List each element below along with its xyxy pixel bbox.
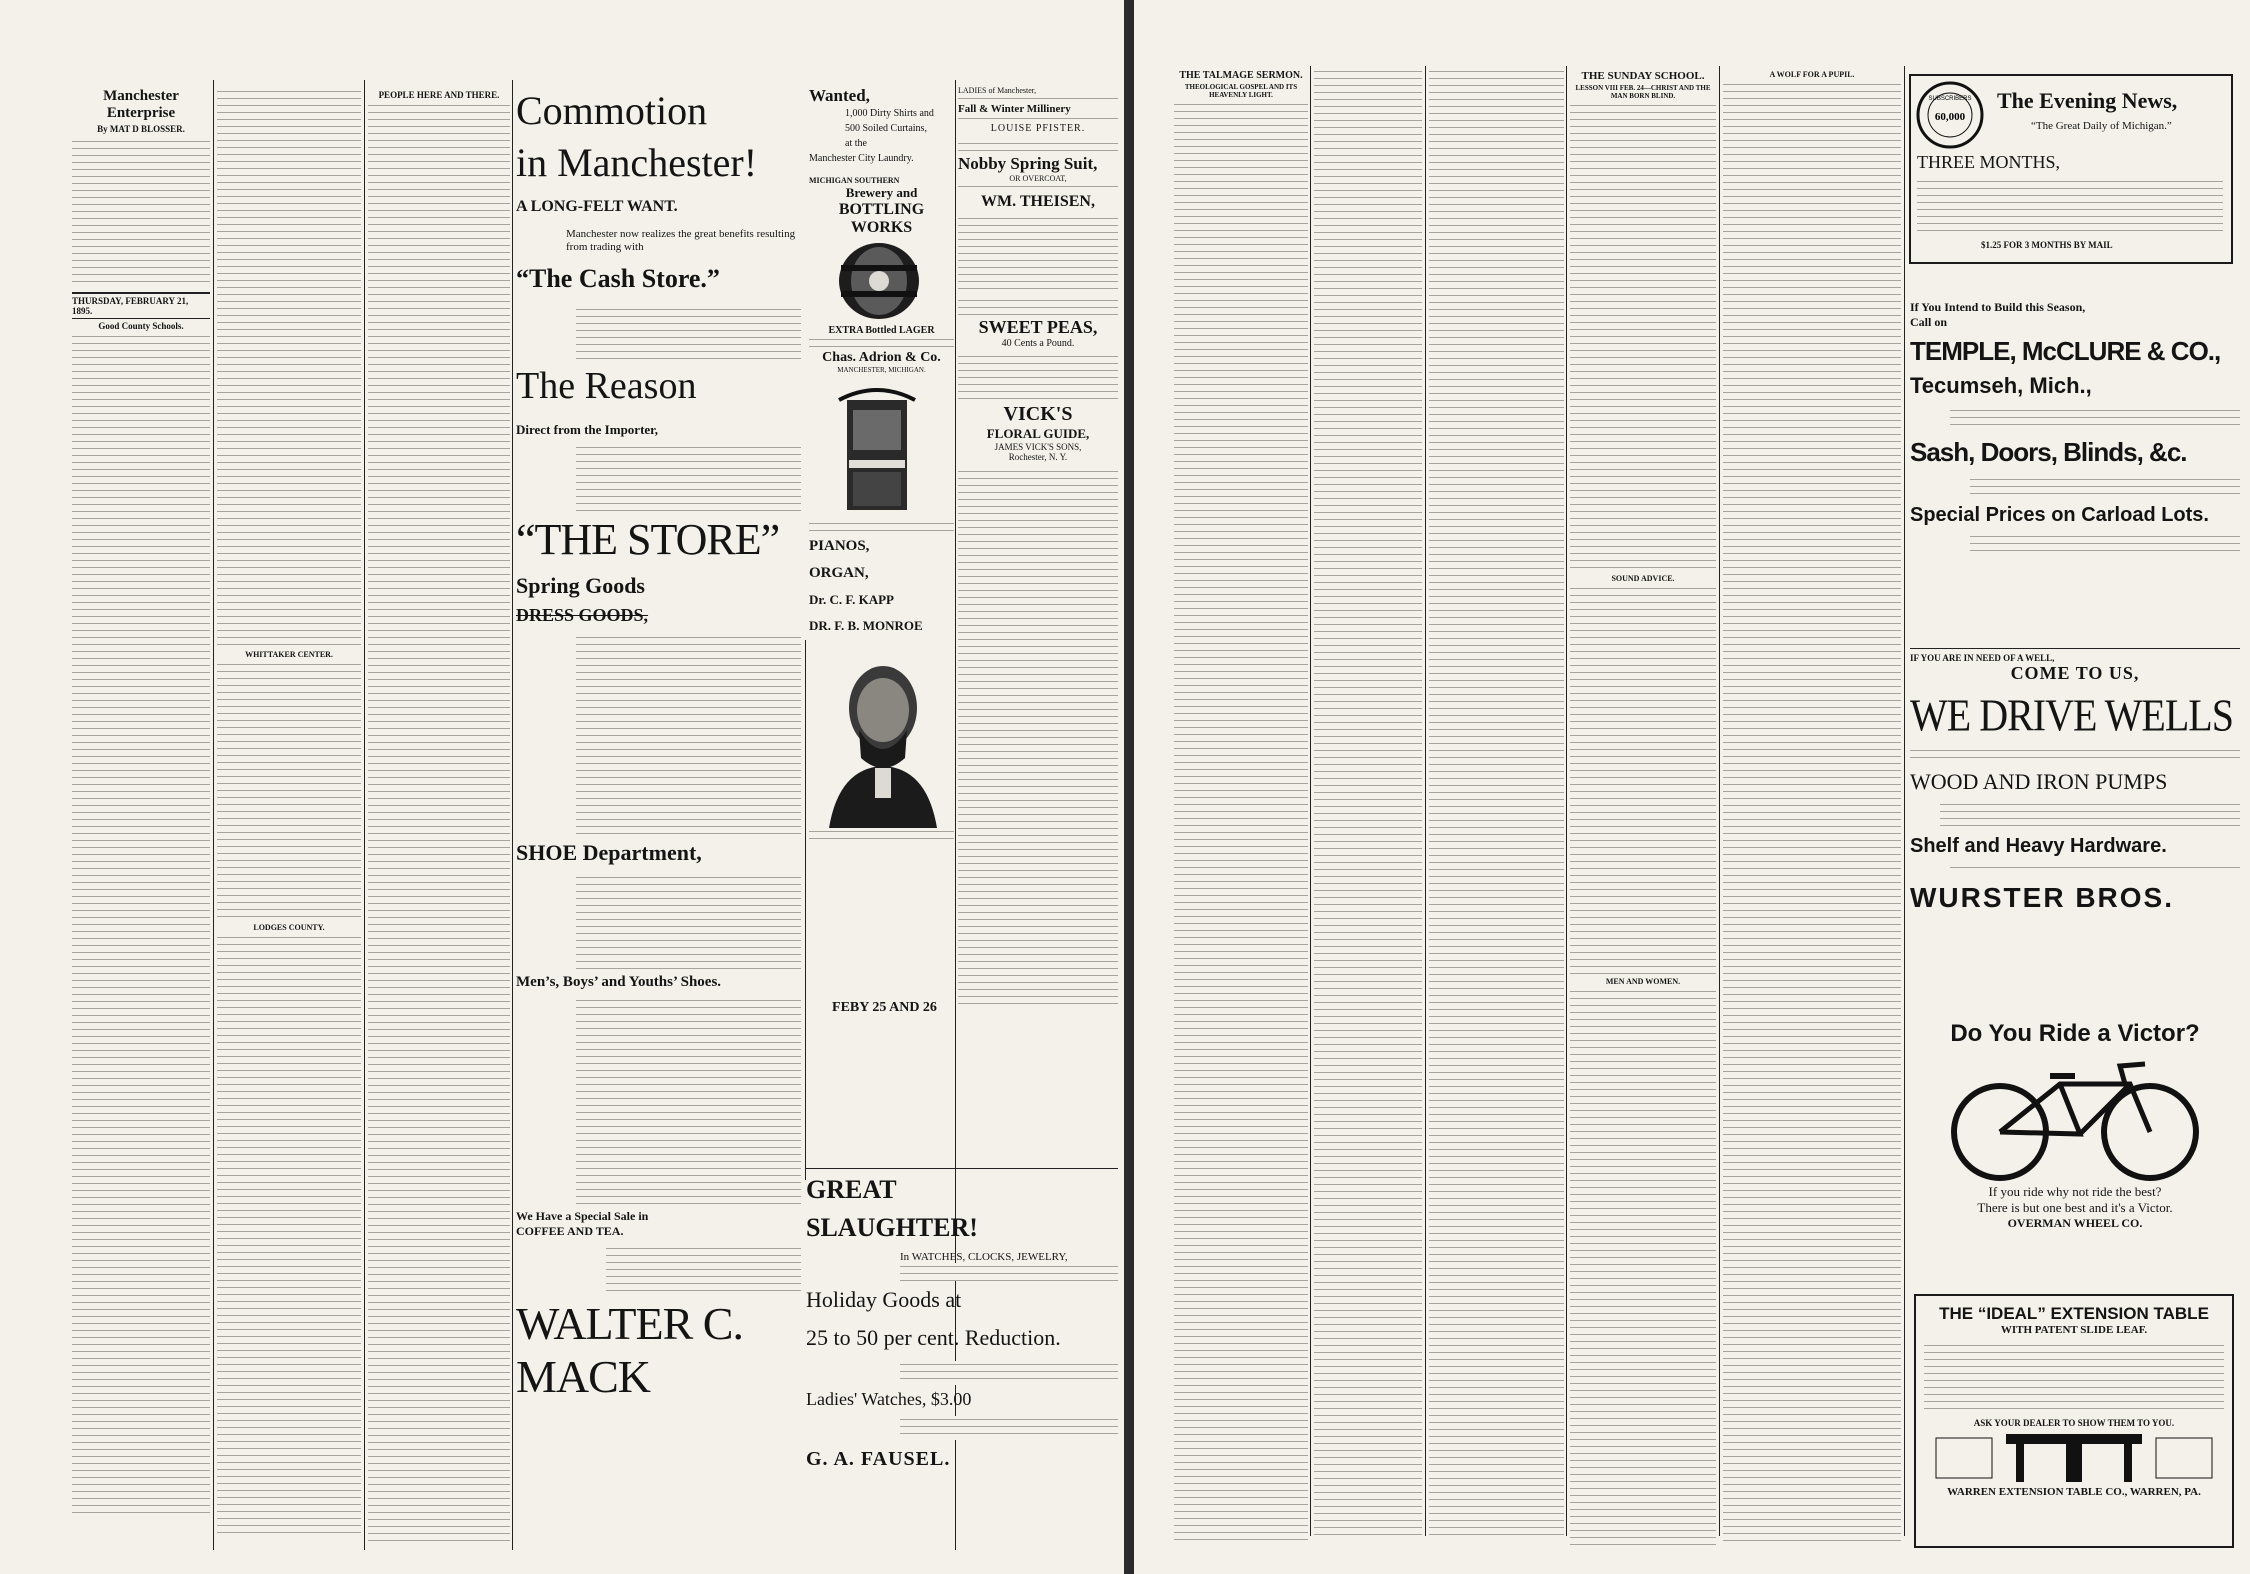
wurster-wells-ad [1910, 648, 2240, 914]
ad-reason: The Reason [516, 365, 697, 407]
article-body [217, 88, 361, 648]
article-body [1570, 988, 1716, 1548]
article-body [1429, 68, 1564, 1538]
seal-count: 60,000 [1934, 111, 1966, 123]
article-body [217, 934, 361, 1534]
fausel-holiday: Holiday Goods at [806, 1287, 962, 1312]
ad-shoe-dept: SHOE Department, [516, 840, 702, 865]
vick-city: Rochester, N. Y. [1008, 452, 1068, 462]
monroe-label: DR. F. B. MONROE [809, 618, 923, 633]
suit-sub: OR OVERCOAT, [1009, 174, 1067, 183]
fausel-great: GREAT [806, 1175, 897, 1204]
ad-text [576, 444, 801, 514]
ad-text [958, 215, 1118, 291]
ad-dress-goods: DRESS GOODS, [516, 605, 649, 625]
article-subheading: THEOLOGICAL GOSPEL AND ITS HEAVENLY LIGHT. [1184, 83, 1298, 99]
column-rule [213, 80, 214, 1550]
victor-maker: OVERMAN WHEEL CO. [2007, 1216, 2143, 1230]
ad-price-list [576, 634, 801, 834]
article-body [217, 661, 361, 921]
column-3 [368, 88, 510, 1548]
ad-text [900, 1263, 1118, 1281]
temple-special: Special Prices on Carload Lots. [1910, 504, 2209, 526]
ad-spring-goods: Spring Goods [516, 573, 645, 598]
beer-keg-illustration [809, 237, 949, 325]
vick-guide: FLORAL GUIDE, [986, 426, 1090, 441]
ad-text [1950, 407, 2240, 427]
column-rule [805, 640, 806, 1180]
ad-text [1924, 1342, 2224, 1412]
column-2 [1314, 68, 1422, 1548]
page-gutter [1124, 0, 1134, 1574]
wanted-line: at the [845, 138, 867, 149]
ad-text [1917, 178, 2223, 236]
dateline: THURSDAY, FEBRUARY 21, 1895. [72, 292, 210, 319]
table-patent: WITH PATENT SLIDE LEAF. [2000, 1324, 2148, 1336]
article-body [72, 333, 210, 1513]
evening-news-months: THREE MONTHS, [1917, 152, 2060, 172]
ad-text [809, 520, 954, 534]
victor-one: There is but one best and it's a Victor. [1977, 1200, 2173, 1215]
table-title: THE “IDEAL” EXTENSION TABLE [1939, 1304, 2209, 1323]
table-illustration [1916, 1428, 2232, 1484]
evening-news-ad [1909, 74, 2233, 264]
masthead-title: Manchester Enterprise [103, 88, 179, 121]
wells-pre: IF YOU ARE IN NEED OF A WELL, [1910, 653, 2055, 663]
article-heading: A WOLF FOR A PUPIL. [1769, 70, 1855, 79]
ad-text [576, 306, 801, 362]
ad-text [958, 140, 1118, 154]
evening-news-price: $1.25 FOR 3 MONTHS BY MAIL [1981, 240, 2113, 250]
article-body [1570, 102, 1716, 572]
ad-the-store: “THE STORE” [516, 515, 780, 564]
sweet-peas-price: 40 Cents a Pound. [1001, 338, 1075, 349]
fausel-watches: In WATCHES, CLOCKS, JEWELRY, [900, 1251, 1068, 1263]
wells-shelf: Shelf and Heavy Hardware. [1910, 835, 2167, 857]
evening-news-title: The Evening News, [1997, 88, 2178, 113]
column-1 [72, 88, 210, 1548]
ad-text [606, 1245, 801, 1293]
ad-headline: in Manchester! [516, 140, 758, 185]
sweet-peas-title: SWEET PEAS, [978, 317, 1098, 337]
wanted-line: 500 Soiled Curtains, [845, 123, 927, 134]
extension-table-ad [1914, 1294, 2234, 1548]
column-rule [1566, 66, 1567, 1536]
ad-text [1910, 747, 2240, 761]
ad-text [1940, 801, 2240, 827]
article-heading: THE SUNDAY SCHOOL. [1581, 70, 1705, 82]
ad-text [958, 183, 1118, 193]
ad-special: We Have a Special Sale in [516, 1209, 649, 1223]
subscribers-seal-icon [1915, 80, 1985, 150]
article-body [1174, 101, 1308, 1541]
suit-name: WM. THEISEN, [981, 193, 1095, 210]
kapp-label: Dr. C. F. KAPP [809, 592, 894, 607]
wells-come: COME TO US, [2010, 663, 2140, 683]
article-heading: SOUND ADVICE. [1611, 574, 1675, 583]
article-body [1570, 585, 1716, 975]
ad-text [809, 828, 954, 840]
organ-label: ORGAN, [809, 565, 869, 581]
brewery-owner: Chas. Adrion & Co. [822, 350, 941, 365]
temple-sash: Sash, Doors, Blinds, &c. [1910, 437, 2187, 467]
right-newspaper-page [1134, 0, 2250, 1574]
fausel-name: G. A. FAUSEL. [806, 1448, 951, 1470]
suit-title: Nobby Spring Suit, [958, 154, 1098, 173]
millinery-name: LOUISE PFISTER. [990, 123, 1086, 134]
ad-text [958, 297, 1118, 317]
ad-price-list [576, 997, 801, 1205]
seal-text: SUBSCRIBERS [1928, 96, 1972, 102]
sale-date: FEBY 25 AND 26 [832, 1000, 937, 1015]
column-rule [1310, 66, 1311, 1536]
article-heading: Good County Schools. [98, 321, 184, 331]
column-2 [217, 88, 361, 1548]
ad-coffee: COFFEE AND TEA. [516, 1224, 624, 1238]
article-body [1723, 81, 1901, 1541]
article-heading: LODGES COUNTY. [253, 923, 325, 932]
column-rule [1425, 66, 1426, 1536]
ad-text [1970, 476, 2240, 494]
column-rule [1904, 66, 1905, 1536]
wanted-line: Manchester City Laundry. [809, 153, 914, 164]
ad-text [958, 115, 1118, 123]
millinery-title: Fall & Winter Millinery [958, 103, 1071, 115]
table-maker: WARREN EXTENSION TABLE CO., WARREN, PA. [1947, 1486, 2201, 1498]
article-heading: WHITTAKER CENTER. [245, 650, 333, 659]
ad-text [958, 95, 1118, 103]
victor-bicycle-ad [1910, 1020, 2240, 1270]
pianos-label: PIANOS, [809, 538, 870, 554]
wanted-title: Wanted, [809, 86, 870, 105]
brewery-city: MANCHESTER, MICHIGAN. [837, 366, 926, 374]
article-subheading: LESSON VIII FEB. 24—CHRIST AND THE MAN BORN BLIND. [1575, 84, 1711, 100]
ad-subhead: A LONG-FELT WANT. [516, 198, 678, 215]
ad-price-list [576, 874, 801, 970]
ad-text [958, 468, 1118, 1008]
ad-cash-store: “The Cash Store.” [516, 264, 720, 293]
wurster-name: WURSTER BROS. [1910, 882, 2174, 913]
wells-pumps: WOOD AND IRON PUMPS [1910, 769, 2168, 794]
temple-call: Call on [1910, 315, 1948, 329]
column-rule [512, 80, 513, 1550]
brewery-line: Brewery and [845, 185, 918, 200]
masthead-byline: By MAT D BLOSSER. [97, 124, 185, 134]
vick-sons: JAMES VICK'S SONS, [994, 442, 1082, 452]
article-body [368, 102, 510, 1542]
bicycle-icon [1910, 1054, 2240, 1184]
ad-text [958, 353, 1118, 403]
ad-signature: WALTER C. MACK [516, 1298, 743, 1402]
temple-city: Tecumseh, Mich., [1910, 373, 2092, 398]
fausel-ladies: Ladies' Watches, $3.00 [806, 1389, 972, 1409]
article-body [1314, 68, 1422, 1538]
ad-headline: Commotion [516, 88, 708, 133]
ad-text: Manchester now realizes the great benefits resulting from trading with [566, 228, 796, 253]
victor-why: If you ride why not ride the best? [1988, 1184, 2162, 1199]
column-4 [1570, 68, 1716, 1548]
portrait-illustration [809, 638, 949, 828]
wanted-line: 1,000 Dirty Shirts and [845, 108, 934, 119]
column-1 [1174, 68, 1308, 1548]
column-3 [1429, 68, 1564, 1548]
article-heading: THE TALMAGE SERMON. [1179, 70, 1303, 81]
brewery-lager: EXTRA Bottled LAGER [828, 325, 935, 336]
table-dealer: ASK YOUR DEALER TO SHOW THEM TO YOU. [1973, 1418, 2175, 1428]
temple-mcclure-ad [1910, 300, 2240, 551]
left-newspaper-page [0, 0, 1124, 1574]
fausel-reduction: 25 to 50 per cent. Reduction. [806, 1325, 1061, 1350]
wells-drive: WE DRIVE WELLS [1910, 689, 2233, 741]
vick-title: VICK'S [1003, 403, 1073, 425]
ad-text [900, 1361, 1118, 1385]
victor-question: Do You Ride a Victor? [1950, 1020, 2200, 1047]
masthead-notice [72, 138, 210, 288]
fausel-ad [806, 1168, 1118, 1553]
millinery-pre: LADIES of Manchester, [958, 86, 1037, 95]
article-heading: PEOPLE HERE AND THERE. [378, 90, 500, 100]
fausel-slaughter: SLAUGHTER! [806, 1213, 978, 1242]
ad-mens-shoes: Men’s, Boys’ and Youths’ Shoes. [516, 974, 722, 990]
column-rule [364, 80, 365, 1550]
ad-text [809, 336, 954, 350]
cash-store-ad [516, 88, 801, 1548]
brewery-line: BOTTLING WORKS [838, 201, 925, 236]
ad-text [1970, 533, 2240, 551]
temple-pre: If You Intend to Build this Season, [1910, 300, 2086, 314]
temple-name: TEMPLE, McCLURE & CO., [1910, 336, 2221, 366]
organ-illustration [809, 380, 949, 520]
ad-text [900, 1416, 1118, 1440]
column-5 [1723, 68, 1901, 1548]
ad-direct: Direct from the Importer, [516, 422, 658, 437]
article-heading: MEN AND WOMEN. [1605, 977, 1681, 986]
ad-text [1950, 864, 2240, 874]
right-ads [958, 86, 1118, 1176]
column-rule [1719, 66, 1720, 1536]
brewery-pre: MICHIGAN SOUTHERN [809, 176, 900, 185]
evening-news-sub: “The Great Daily of Michigan.” [2031, 120, 2172, 132]
